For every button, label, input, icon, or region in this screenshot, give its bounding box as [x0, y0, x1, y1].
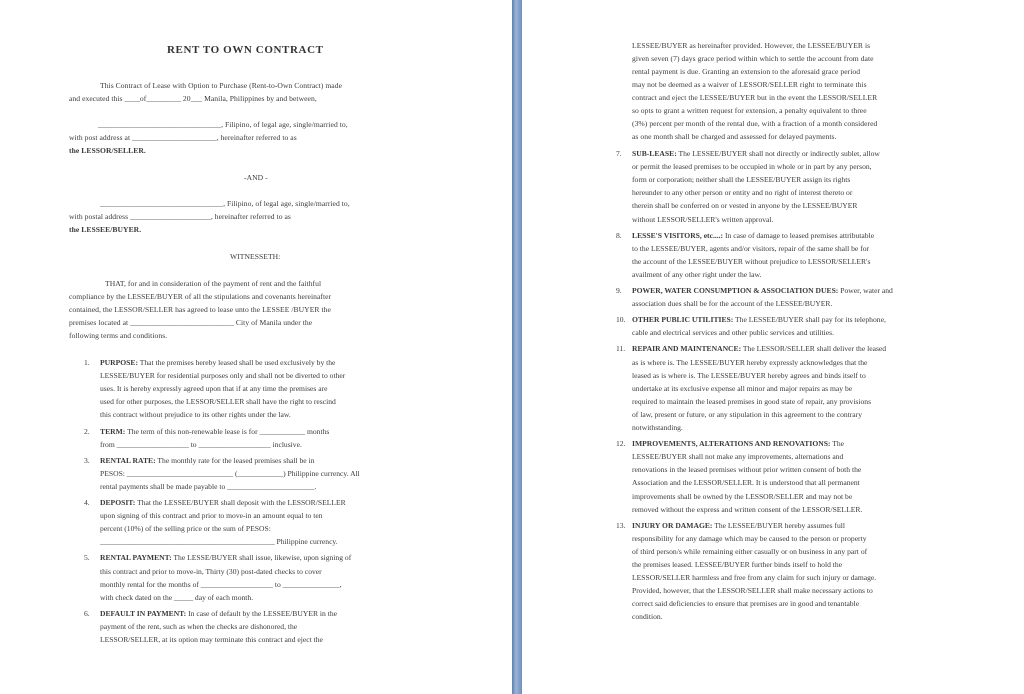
clause-line: required to maintain the leased premises in good state of repair, any provisions: [632, 396, 872, 406]
clause-line: LESSOR/SELLER, at its option may terminate this contract and eject the: [100, 635, 323, 644]
clause-heading: OTHER PUBLIC UTILITIES:: [632, 315, 734, 325]
lessee-line-1: ________________________________, Filipino, of legal age, single/married to,: [100, 199, 350, 208]
intro-line-1: This Contract of Lease with Option to Purchase (Rent-to-Own Contract) made: [100, 81, 342, 90]
cont-line-3: rental payment is due. Granting an extension to the aforesaid grace period: [632, 67, 861, 76]
clause-line: PESOS: ____________________________ (____________) Philippine currency. All: [100, 468, 360, 478]
clause-line: this contract without prejudice to its other rights under the law.: [100, 410, 291, 420]
clause-line: DEPOSIT: That the LESSEE/BUYER shall deposit with the LESSOR/SELLER: [100, 498, 346, 507]
clause-heading: POWER, WATER CONSUMPTION & ASSOCIATION DUES:: [632, 286, 839, 295]
clause-line: without LESSOR/SELLER's written approval.: [632, 214, 774, 224]
lessee-line-2: with postal address _____________________, hereinafter referred to as: [69, 212, 291, 221]
clause-number: 2.: [84, 426, 90, 436]
clause-line: renovations in the leased premises without prior written consent of both the: [632, 465, 862, 475]
clause-line: improvements shall be owned by the LESSOR/SELLER and may not be: [632, 491, 853, 501]
clause-line: RENTAL RATE: The monthly rate for the leased premises shall be in: [100, 455, 315, 465]
that-line-3: contained, the LESSOR/SELLER has agreed to lease unto the LESSEE /BUYER the: [69, 305, 331, 314]
clause-number: 1.: [84, 358, 90, 367]
clause-number: 5.: [84, 553, 90, 563]
clause-line: condition.: [632, 612, 663, 622]
clause-line: notwithstanding.: [632, 423, 683, 432]
clause-heading: SUB-LEASE:: [632, 149, 677, 158]
clause-heading: RENTAL RATE:: [100, 455, 156, 465]
clause-line: DEFAULT IN PAYMENT: In case of default by the LESSEE/BUYER in the: [100, 608, 338, 618]
clause-line: with check dated on the _____ day of each month.: [100, 592, 254, 602]
lessor-line-2: with post address at ______________________, hereinafter referred to as: [69, 133, 297, 142]
clause-number: 6.: [84, 608, 90, 618]
clause-heading: TERM:: [100, 426, 126, 436]
clause-line: this contract and prior to move-in, Thirty (30) post-dated checks to cover: [100, 566, 322, 576]
clause-number: 13.: [616, 520, 626, 530]
cont-line-4: may not be deemed as a waiver of LESSOR/SELLER right to terminate this: [632, 80, 867, 89]
clause-line: availment of any other right under the law.: [632, 269, 762, 279]
clause-heading: REPAIR AND MAINTENANCE:: [632, 344, 742, 354]
clause-line: used for other purposes, the LESSOR/SELLER shall have the right to rescind: [100, 397, 336, 407]
clause-line: OTHER PUBLIC UTILITIES: The LESSEE/BUYER shall pay for its telephone,: [632, 315, 886, 325]
cont-line-6: so opts to grant a written request for extension, a penalty equivalent to three: [632, 106, 867, 115]
that-line-4: premises located at ___________________________ City of Manila under the: [69, 318, 313, 327]
clause-line: rental payments shall be made payable to _______________________.: [100, 481, 317, 491]
clause-number: 12.: [616, 439, 626, 449]
clause-line: the premises leased. LESSEE/BUYER further binds itself to hold the: [632, 560, 843, 569]
clause-number: 11.: [616, 344, 626, 354]
lessor-line-1: ________________________________, Filipino, of legal age, single/married to,: [98, 120, 348, 129]
clause-line: of law, present or future, or any stipulation in this agreement to the contrary: [632, 409, 862, 419]
clause-line: SUB-LEASE: The LESSEE/BUYER shall not directly or indirectly sublet, allow: [632, 149, 880, 158]
clause-line: PURPOSE: That the premises hereby leased shall be used exclusively by the: [100, 358, 336, 367]
clause-line: the account of the LESSEE/BUYER without prejudice to LESSOR/SELLER's: [632, 256, 871, 266]
intro-line-2: and executed this ____of_________ 20___ Manila, Philippines by and between,: [69, 94, 317, 103]
clause-line: LESSEE/BUYER for residential purposes only and shall not be diverted to other: [100, 371, 346, 381]
clause-line: Provided, however, that the LESSOR/SELLER shall make necessary actions to: [632, 586, 873, 596]
clause-line: responsibility for any damage which may be caused to the person or property: [632, 533, 867, 543]
clause-line: REPAIR AND MAINTENANCE: The LESSOR/SELLER shall deliver the leased: [632, 344, 887, 354]
clause-line: monthly rental for the months of ___________________ to _______________,: [100, 579, 342, 589]
clause-line: INJURY OR DAMAGE: The LESSEE/BUYER hereby assumes full: [632, 520, 845, 530]
clause-line: IMPROVEMENTS, ALTERATIONS AND RENOVATIONS: The: [632, 439, 845, 449]
clause-line: correct said deficiencies to ensure that premises are in good and tenantable: [632, 599, 860, 609]
and-separator: -AND -: [244, 173, 268, 182]
clause-heading: INJURY OR DAMAGE:: [632, 520, 713, 530]
clause-heading: DEFAULT IN PAYMENT:: [100, 608, 187, 618]
clause-line: from ___________________ to ___________________ inclusive.: [100, 439, 302, 449]
clause-number: 3.: [84, 455, 90, 465]
clause-line: to the LESSEE/BUYER, agents and/or visitors, repair of the same shall be for: [632, 243, 870, 253]
cont-line-7: (3%) percent per month of the rental due, with a fraction of a month considered: [632, 119, 878, 128]
clause-line: LESSEE/BUYER shall not make any improvements, alternations and: [632, 452, 844, 462]
right-page: [522, 0, 1024, 694]
clause-heading: DEPOSIT:: [100, 498, 136, 507]
clause-line: or permit the leased premises to be occupied in whole or in part by any person,: [632, 162, 872, 172]
that-line-1: THAT, for and in consideration of the payment of rent and the faithful: [105, 279, 322, 288]
clause-line: hereunder to any other person or entity and no right of interest thereto or: [632, 188, 853, 198]
clause-line: TERM: The term of this non-renewable lease is for ____________ months: [100, 426, 330, 436]
cont-line-8: as one month shall be charged and assessed for delayed payments.: [632, 132, 837, 141]
clause-line: percent (10%) of the selling price or the sum of PESOS:: [100, 524, 271, 534]
clause-number: 9.: [616, 286, 622, 295]
clause-line: Association and the LESSOR/SELLER. It is understood that all permanent: [632, 478, 860, 488]
clause-line: form or corporation; neither shall the LESSEE/BUYER assign its rights: [632, 175, 851, 185]
clause-line: RENTAL PAYMENT: The LESSE/BUYER shall issue, likewise, upon signing of: [100, 553, 352, 563]
cont-line-1: LESSEE/BUYER as hereinafter provided. However, the LESSEE/BUYER is: [632, 41, 871, 50]
clause-heading: RENTAL PAYMENT:: [100, 553, 172, 563]
clause-line: leased as is where is. The LESSEE/BUYER hereby agrees and binds itself to: [632, 370, 866, 380]
clause-line: payment of the rent, such as when the checks are dishonored, the: [100, 621, 298, 631]
clause-line: therein shall be conferred on or vested in anyone by the LESSEE/BUYER: [632, 201, 858, 211]
contract-title: RENT TO OWN CONTRACT: [167, 44, 324, 56]
clause-number: 8.: [616, 230, 622, 240]
clause-number: 7.: [616, 149, 622, 158]
clause-heading: LESSE'S VISITORS, etc....:: [632, 230, 724, 240]
clause-heading: PURPOSE:: [100, 358, 138, 367]
clause-heading: IMPROVEMENTS, ALTERATIONS AND RENOVATIONS:: [632, 439, 831, 449]
clause-line: ______________________________________________ Philippine currency.: [100, 537, 338, 547]
clause-line: POWER, WATER CONSUMPTION & ASSOCIATION DUES: Power, water and: [632, 286, 893, 295]
clause-number: 4.: [84, 498, 90, 507]
clause-line: as is where is. The LESSEE/BUYER hereby expressly acknowledges that the: [632, 357, 868, 367]
clause-line: uses. It is hereby expressly agreed upon that if at any time the premises are: [100, 384, 328, 394]
page-divider: [512, 0, 522, 694]
clause-line: upon signing of this contract and prior to move-in an amount equal to ten: [100, 511, 323, 521]
that-line-5: following terms and conditions.: [69, 331, 168, 340]
clause-line: LESSOR/SELLER harmless and free from any claim for such injury or damage.: [632, 573, 877, 583]
lessor-line-3: the LESSOR/SELLER.: [69, 146, 146, 155]
cont-line-5: contract and eject the LESSEE/BUYER but in the event the LESSOR/SELLER: [632, 93, 878, 102]
clause-line: undertake at its exclusive expense all minor and major repairs as may be: [632, 383, 853, 393]
clause-line: of third person/s while remaining either casually or on business in any part of: [632, 546, 868, 556]
clause-number: 10.: [616, 315, 626, 325]
clause-line: association dues shall be for the account of the LESSEE/BUYER.: [632, 299, 833, 309]
cont-line-2: given seven (7) days grace period within which to settle the account from date: [632, 54, 874, 63]
clause-line: LESSE'S VISITORS, etc....: In case of damage to leased premises attributable: [632, 230, 875, 240]
that-line-2: compliance by the LESSEE/BUYER of all the stipulations and covenants hereinafter: [69, 292, 332, 301]
clause-line: cable and electrical services and other public services and utilities.: [632, 328, 834, 338]
clause-line: removed without the express and written consent of the LESSOR/SELLER.: [632, 504, 863, 514]
witnesseth-heading: WITNESSETH:: [230, 252, 281, 261]
lessee-line-3: the LESSEE/BUYER.: [69, 225, 142, 234]
